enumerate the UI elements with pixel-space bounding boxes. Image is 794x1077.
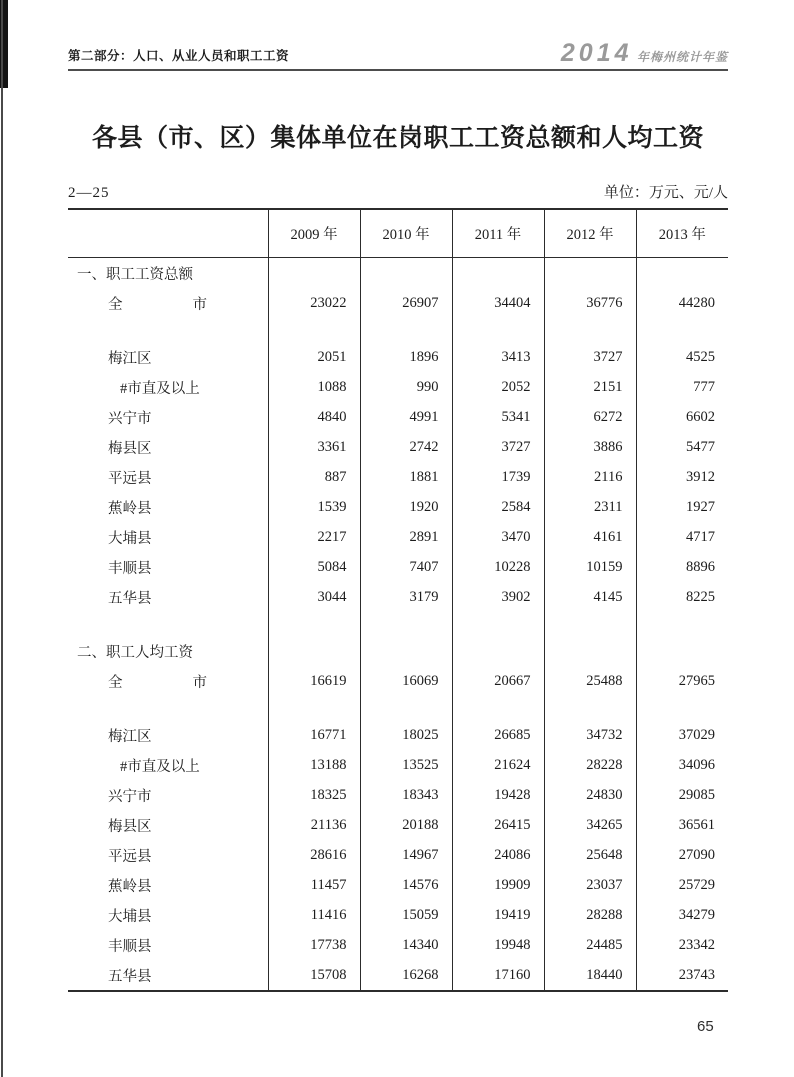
value-cell: 3470: [452, 522, 544, 552]
value-cell: 1088: [268, 372, 360, 402]
value-cell: [268, 258, 360, 289]
data-row: [68, 720, 728, 750]
section-title-row: [68, 258, 728, 289]
value-cell: 19909: [452, 870, 544, 900]
value-cell: 1896: [360, 342, 452, 372]
value-cell: 16069: [360, 666, 452, 696]
yearbook-suffix: 年梅州统计年鉴: [636, 50, 728, 64]
value-cell: 5477: [636, 432, 728, 462]
value-cell: [636, 636, 728, 666]
value-cell: 14967: [360, 840, 452, 870]
value-cell: 16771: [268, 720, 360, 750]
scan-edge-line: [1, 0, 3, 1077]
page-content: [68, 0, 728, 992]
value-cell: [452, 636, 544, 666]
value-cell: [268, 696, 360, 720]
value-cell: 3912: [636, 462, 728, 492]
value-cell: 27965: [636, 666, 728, 696]
unit-label: 单位：万元、元/人: [603, 185, 728, 202]
data-row: [68, 402, 728, 432]
value-cell: [360, 612, 452, 636]
value-cell: 26907: [360, 288, 452, 318]
value-cell: 17738: [268, 930, 360, 960]
value-cell: 3179: [360, 582, 452, 612]
value-cell: 15708: [268, 960, 360, 991]
value-cell: 24830: [544, 780, 636, 810]
table-meta-row: [68, 181, 728, 202]
data-row: [68, 840, 728, 870]
value-cell: 20188: [360, 810, 452, 840]
value-cell: 23037: [544, 870, 636, 900]
data-row: [68, 582, 728, 612]
row-label: 蕉岭县: [108, 878, 152, 895]
row-label: 全 市: [108, 296, 207, 313]
value-cell: [452, 318, 544, 342]
value-cell: 1927: [636, 492, 728, 522]
value-cell: 19419: [452, 900, 544, 930]
value-cell: 4991: [360, 402, 452, 432]
value-cell: 13525: [360, 750, 452, 780]
spacer-label: [68, 612, 268, 636]
value-cell: 36561: [636, 810, 728, 840]
value-cell: 7407: [360, 552, 452, 582]
spacer-label: [68, 318, 268, 342]
value-cell: 25648: [544, 840, 636, 870]
spacer-row: [68, 696, 728, 720]
row-label: 丰顺县: [108, 938, 152, 955]
value-cell: 3902: [452, 582, 544, 612]
value-cell: 14576: [360, 870, 452, 900]
value-cell: 4161: [544, 522, 636, 552]
value-cell: 20667: [452, 666, 544, 696]
section-title: 二、职工人均工资: [77, 644, 193, 661]
value-cell: 21624: [452, 750, 544, 780]
value-cell: [544, 258, 636, 289]
data-row: [68, 780, 728, 810]
value-cell: [360, 636, 452, 666]
value-cell: 4840: [268, 402, 360, 432]
value-cell: [360, 696, 452, 720]
value-cell: 2151: [544, 372, 636, 402]
spacer-label: [68, 696, 268, 720]
value-cell: 44280: [636, 288, 728, 318]
col-header-2011: 2011 年: [452, 209, 544, 258]
value-cell: 18343: [360, 780, 452, 810]
value-cell: 21136: [268, 810, 360, 840]
value-cell: 8225: [636, 582, 728, 612]
value-cell: 29085: [636, 780, 728, 810]
row-label: #市直及以上: [120, 758, 200, 775]
value-cell: [360, 318, 452, 342]
value-cell: 23342: [636, 930, 728, 960]
value-cell: 34279: [636, 900, 728, 930]
value-cell: 3727: [544, 342, 636, 372]
row-label: 梅江区: [108, 728, 152, 745]
row-label: #市直及以上: [120, 380, 200, 397]
value-cell: 2891: [360, 522, 452, 552]
value-cell: 3727: [452, 432, 544, 462]
data-row: [68, 810, 728, 840]
data-row: [68, 372, 728, 402]
value-cell: 2051: [268, 342, 360, 372]
part-label: 第二部分：人口、从业人员和职工工资: [68, 49, 290, 63]
value-cell: 18325: [268, 780, 360, 810]
yearbook-year: 2014: [560, 39, 633, 67]
wages-table: [68, 208, 728, 992]
value-cell: 777: [636, 372, 728, 402]
value-cell: [268, 636, 360, 666]
col-header-2010: 2010 年: [360, 209, 452, 258]
data-row: [68, 930, 728, 960]
value-cell: 34732: [544, 720, 636, 750]
value-cell: 1739: [452, 462, 544, 492]
value-cell: 2217: [268, 522, 360, 552]
row-label: 五华县: [108, 590, 152, 607]
value-cell: 3886: [544, 432, 636, 462]
value-cell: [636, 612, 728, 636]
value-cell: 5341: [452, 402, 544, 432]
data-row: [68, 462, 728, 492]
row-label: 蕉岭县: [108, 500, 152, 517]
value-cell: 2052: [452, 372, 544, 402]
value-cell: 26685: [452, 720, 544, 750]
spacer-row: [68, 318, 728, 342]
value-cell: 4525: [636, 342, 728, 372]
data-row: [68, 666, 728, 696]
value-cell: 11457: [268, 870, 360, 900]
value-cell: [636, 318, 728, 342]
value-cell: 5084: [268, 552, 360, 582]
data-row: [68, 288, 728, 318]
row-label: 兴宁市: [108, 410, 152, 427]
row-label: 丰顺县: [108, 560, 152, 577]
value-cell: 16268: [360, 960, 452, 991]
value-cell: 4717: [636, 522, 728, 552]
row-label: 平远县: [108, 470, 152, 487]
value-cell: [636, 258, 728, 289]
value-cell: 2116: [544, 462, 636, 492]
value-cell: 27090: [636, 840, 728, 870]
table-header-row: [68, 209, 728, 258]
value-cell: [452, 258, 544, 289]
value-cell: 6602: [636, 402, 728, 432]
row-label: 大埔县: [108, 530, 152, 547]
row-label: 梅县区: [108, 440, 152, 457]
data-row: [68, 342, 728, 372]
data-row: [68, 492, 728, 522]
value-cell: 2584: [452, 492, 544, 522]
value-cell: 34404: [452, 288, 544, 318]
value-cell: 1539: [268, 492, 360, 522]
value-cell: 11416: [268, 900, 360, 930]
spacer-row: [68, 612, 728, 636]
value-cell: 19948: [452, 930, 544, 960]
value-cell: 23743: [636, 960, 728, 991]
row-label: 梅江区: [108, 350, 152, 367]
value-cell: 28228: [544, 750, 636, 780]
value-cell: 26415: [452, 810, 544, 840]
col-header-2013: 2013 年: [636, 209, 728, 258]
value-cell: 3361: [268, 432, 360, 462]
col-header-2012: 2012 年: [544, 209, 636, 258]
data-row: [68, 870, 728, 900]
value-cell: 25488: [544, 666, 636, 696]
value-cell: 1881: [360, 462, 452, 492]
row-label: 兴宁市: [108, 788, 152, 805]
row-label: 梅县区: [108, 818, 152, 835]
value-cell: 17160: [452, 960, 544, 991]
value-cell: [360, 258, 452, 289]
value-cell: [452, 696, 544, 720]
yearbook-title: [561, 41, 728, 66]
value-cell: 887: [268, 462, 360, 492]
value-cell: 34265: [544, 810, 636, 840]
value-cell: 24086: [452, 840, 544, 870]
page-title: 各县（市、区）集体单位在岗职工工资总额和人均工资: [91, 125, 704, 152]
value-cell: 6272: [544, 402, 636, 432]
value-cell: 2311: [544, 492, 636, 522]
value-cell: [268, 318, 360, 342]
section-title-row: [68, 636, 728, 666]
value-cell: 10228: [452, 552, 544, 582]
value-cell: 990: [360, 372, 452, 402]
value-cell: 3044: [268, 582, 360, 612]
value-cell: 18440: [544, 960, 636, 991]
value-cell: [636, 696, 728, 720]
data-row: [68, 552, 728, 582]
value-cell: 10159: [544, 552, 636, 582]
data-row: [68, 432, 728, 462]
value-cell: 28616: [268, 840, 360, 870]
corner-cell: [68, 209, 268, 258]
value-cell: 3413: [452, 342, 544, 372]
row-label: 五华县: [108, 968, 152, 985]
value-cell: 14340: [360, 930, 452, 960]
value-cell: [544, 318, 636, 342]
value-cell: 34096: [636, 750, 728, 780]
value-cell: 36776: [544, 288, 636, 318]
value-cell: 37029: [636, 720, 728, 750]
value-cell: [544, 696, 636, 720]
value-cell: 8896: [636, 552, 728, 582]
table-number: 2—25: [68, 185, 110, 202]
data-row: [68, 960, 728, 991]
data-row: [68, 900, 728, 930]
value-cell: 16619: [268, 666, 360, 696]
value-cell: 4145: [544, 582, 636, 612]
value-cell: 1920: [360, 492, 452, 522]
value-cell: 15059: [360, 900, 452, 930]
running-header: [68, 41, 728, 71]
value-cell: 13188: [268, 750, 360, 780]
value-cell: 2742: [360, 432, 452, 462]
section-title: 一、职工工资总额: [77, 266, 193, 283]
row-label: 平远县: [108, 848, 152, 865]
value-cell: [544, 636, 636, 666]
value-cell: 28288: [544, 900, 636, 930]
data-row: [68, 522, 728, 552]
col-header-2009: 2009 年: [268, 209, 360, 258]
page-number: 65: [697, 1018, 714, 1035]
value-cell: 24485: [544, 930, 636, 960]
value-cell: 18025: [360, 720, 452, 750]
row-label: 大埔县: [108, 908, 152, 925]
value-cell: [452, 612, 544, 636]
value-cell: [544, 612, 636, 636]
row-label: 全 市: [108, 674, 207, 691]
value-cell: [268, 612, 360, 636]
value-cell: 23022: [268, 288, 360, 318]
value-cell: 19428: [452, 780, 544, 810]
value-cell: 25729: [636, 870, 728, 900]
data-row: [68, 750, 728, 780]
